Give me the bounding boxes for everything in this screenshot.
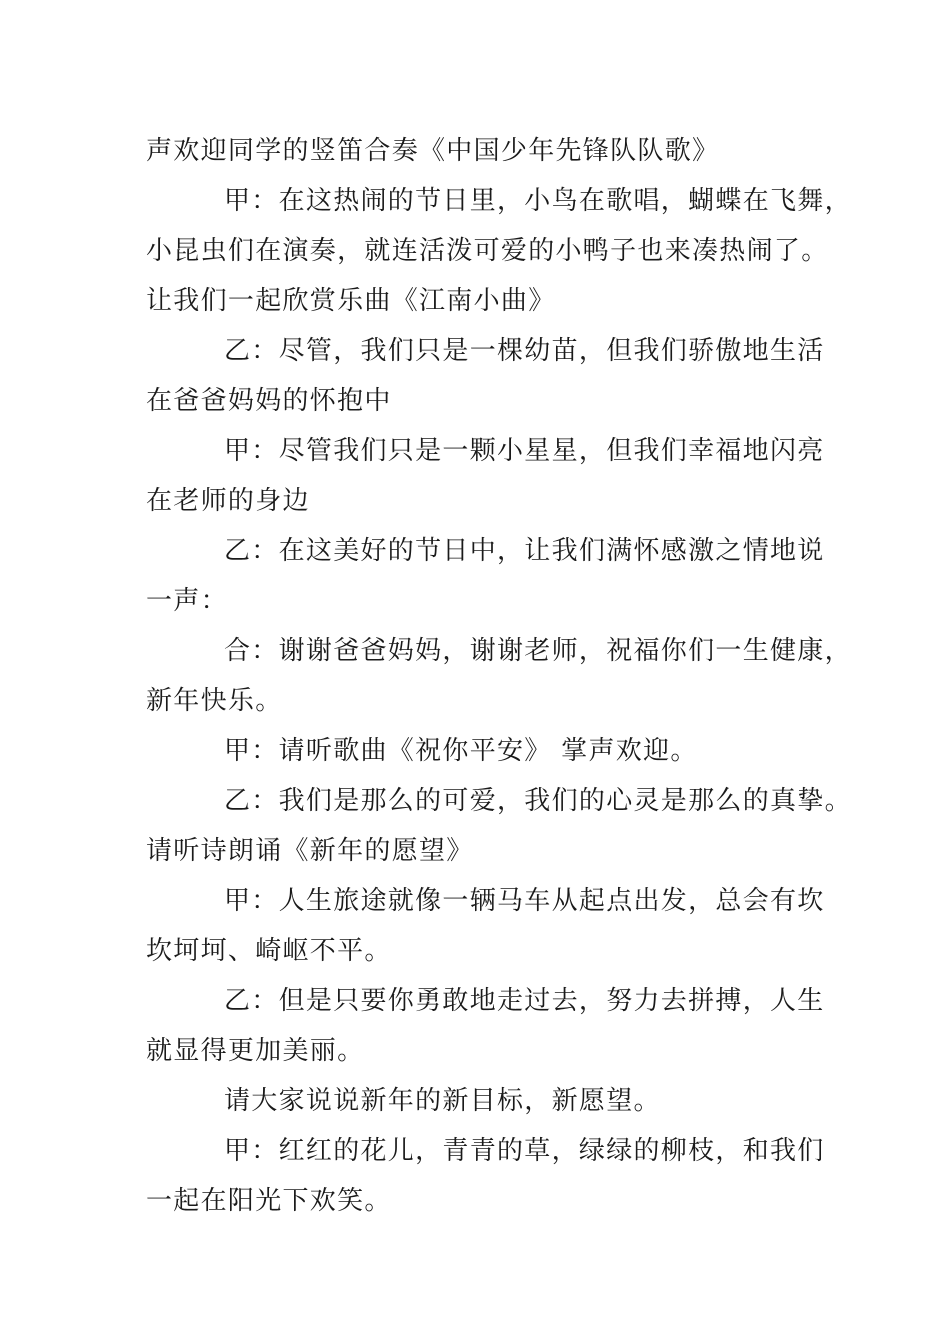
- text-line: 乙：我们是那么的可爱，我们的心灵是那么的真挚。: [224, 786, 852, 816]
- text-line: 乙：尽管，我们只是一棵幼苗，但我们骄傲地生活: [224, 336, 825, 366]
- text-line: 坎坷坷、崎岖不平。: [146, 936, 392, 966]
- text-line: 新年快乐。: [146, 686, 283, 716]
- text-line: 合：谢谢爸爸妈妈，谢谢老师，祝福你们一生健康，: [224, 636, 852, 666]
- text-line: 乙：在这美好的节日中，让我们满怀感激之情地说: [224, 536, 825, 566]
- text-line: 在爸爸妈妈的怀抱中: [146, 386, 392, 416]
- text-line: 一起在阳光下欢笑。: [146, 1186, 392, 1216]
- text-line: 乙：但是只要你勇敢地走过去，努力去拼搏，人生: [224, 986, 825, 1016]
- text-line: 请听诗朗诵《新年的愿望》: [146, 836, 474, 866]
- text-line: 甲：尽管我们只是一颗小星星，但我们幸福地闪亮: [224, 436, 825, 466]
- text-line: 小昆虫们在演奏，就连活泼可爱的小鸭子也来凑热闹了。: [146, 236, 829, 266]
- text-line: 甲：请听歌曲《祝你平安》 掌声欢迎。: [224, 736, 698, 766]
- text-line: 让我们一起欣赏乐曲《江南小曲》: [146, 286, 556, 316]
- text-line: 甲：人生旅途就像一辆马车从起点出发，总会有坎: [224, 886, 825, 916]
- text-line: 一声：: [146, 586, 228, 616]
- text-line: 声欢迎同学的竖笛合奏《中国少年先锋队队歌》: [146, 136, 720, 166]
- text-line: 请大家说说新年的新目标，新愿望。: [224, 1086, 661, 1116]
- text-line: 就显得更加美丽。: [146, 1036, 365, 1066]
- text-line: 在老师的身边: [146, 486, 310, 516]
- text-line: 甲：在这热闹的节日里，小鸟在歌唱，蝴蝶在飞舞，: [224, 186, 852, 216]
- text-line: 甲：红红的花儿，青青的草，绿绿的柳枝，和我们: [224, 1136, 825, 1166]
